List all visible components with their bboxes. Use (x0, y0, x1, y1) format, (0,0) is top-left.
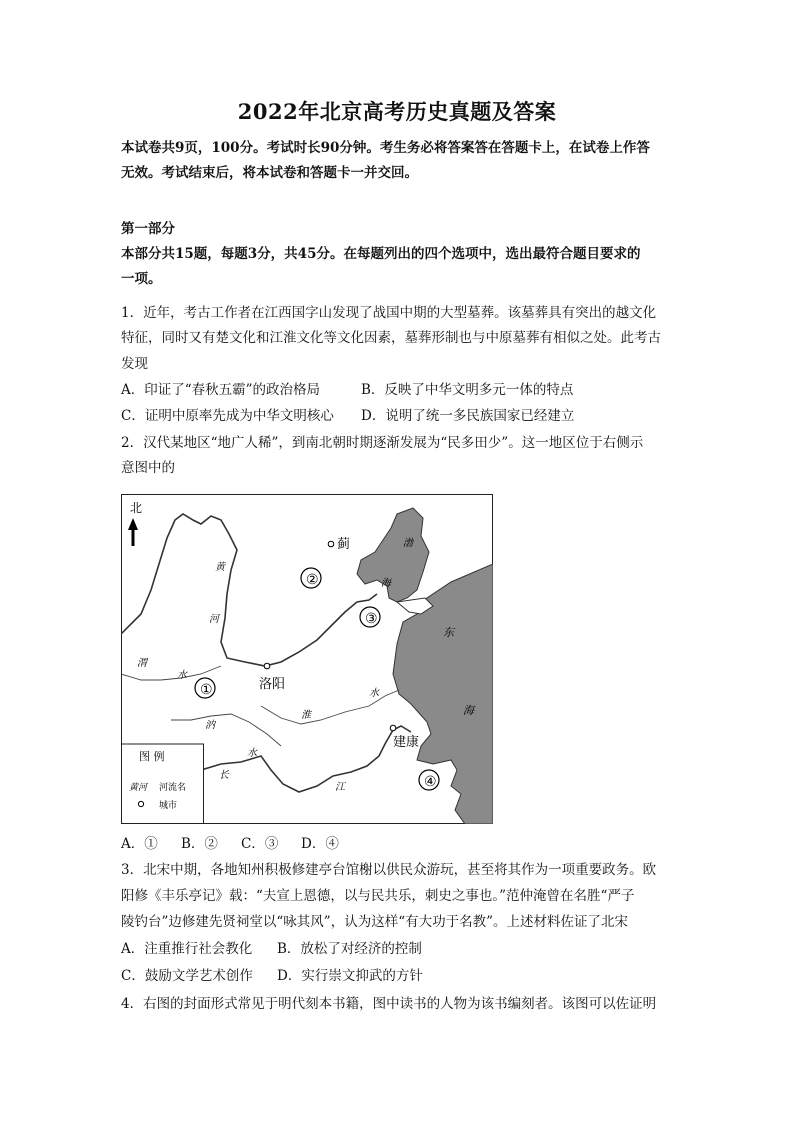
legend-river-sample: 黄河 (129, 783, 148, 793)
marker-1-label: ① (200, 682, 213, 698)
q2-options-row (121, 834, 681, 854)
city-jiankang-icon (390, 725, 396, 731)
river-label-wei-shui: 水 (177, 670, 187, 681)
q1-options-row-2 (121, 406, 681, 426)
q3-option-c[interactable]: C．鼓励文学艺术创作 (121, 968, 253, 984)
q1-option-d[interactable]: D．说明了统一多民族国家已经建立 (361, 408, 575, 424)
legend-city-icon (138, 801, 143, 806)
city-luoyang-icon (264, 663, 270, 669)
q2-option-c[interactable]: C．③ (241, 836, 279, 852)
q3-option-b[interactable]: B．放松了对经济的控制 (277, 941, 422, 957)
intro-line-2: 无效。考试结束后，将本试卷和答题卡一并交回。 (121, 165, 418, 181)
sea-label-dong: 东 (443, 626, 454, 639)
q3-stem-line-3: 陵钓台”边修建先贤祠堂以“咏其风”，认为这样“有大功于名教”。上述材料佐证了北宋 (121, 914, 629, 930)
city-ji-icon (328, 541, 334, 547)
city-ji-label: 蓟 (337, 537, 351, 552)
river-label-huang: 黄 (215, 562, 225, 573)
north-label: 北 (130, 501, 143, 515)
river-label-chang: 长 (219, 770, 229, 781)
q2-stem-line-2: 意图中的 (121, 460, 175, 476)
q1-stem-line-3: 发现 (121, 356, 148, 372)
legend-river-label: 河流名 (159, 783, 187, 793)
q3-option-d[interactable]: D．实行崇文抑武的方针 (277, 968, 423, 984)
q1-stem-line-2: 特征，同时又有楚文化和江淮文化等文化因素，墓葬形制也与中原墓葬有相似之处。此考古 (121, 330, 661, 346)
map-legend (122, 744, 204, 824)
intro-line-1: 本试卷共9页，100分。考试时长90分钟。考生务必将答案答在答题卡上，在试卷上作答 (121, 140, 650, 156)
q1-stem-line-1: 1．近年，考古工作者在江西国字山发现了战国中期的大型墓葬。该墓葬具有突出的越文化 (121, 305, 657, 321)
q3-stem-line-1: 3．北宋中期，各地知州积极修建亭台馆榭以供民众游玩，甚至将其作为一项重要政务。欧 (121, 862, 657, 878)
q1-options-row-1 (121, 380, 681, 400)
q2-option-b[interactable]: B．② (181, 836, 218, 852)
historical-map (121, 494, 493, 824)
q3-stem-line-2: 阳修《丰乐亭记》载：“夫宣上恩德，以与民共乐，刺史之事也。”范仲淹曾在名胜“严子 (121, 888, 635, 904)
city-luoyang-label: 洛阳 (259, 677, 286, 692)
river-label-huai-shui: 水 (369, 688, 379, 699)
q3-options-row-2 (121, 966, 681, 986)
q1-option-b[interactable]: B．反映了中华文明多元一体的特点 (361, 382, 574, 398)
q3-options-row-1 (121, 939, 681, 959)
q2-stem-line-1: 2．汉代某地区“地广人稀”，到南北朝时期逐渐发展为“民多田少”。这一地区位于右侧示 (121, 435, 644, 451)
part-desc-line-2: 一项。 (121, 271, 162, 287)
sea-label-bo: 渤 (403, 538, 413, 549)
q2-option-d[interactable]: D．④ (301, 836, 339, 852)
city-jiankang-label: 建康 (393, 735, 420, 750)
q2-option-a[interactable]: A．① (121, 836, 158, 852)
q3-option-a[interactable]: A．注重推行社会教化 (121, 941, 253, 957)
river-label-jiang: 江 (335, 782, 345, 793)
river-label-he: 河 (209, 614, 219, 625)
part-title: 第一部分 (121, 221, 175, 237)
marker-4-label: ④ (424, 774, 437, 790)
legend-title: 图 例 (139, 750, 165, 763)
river-label-ru-shui: 水 (247, 748, 257, 759)
sea-label-hai-2: 海 (463, 704, 474, 717)
river-label-wei: 渭 (137, 658, 147, 669)
legend-city-label: 城市 (159, 801, 178, 811)
paper-title: 2022年北京高考历史真题及答案 (237, 99, 557, 124)
part-desc-line-1: 本部分共15题，每题3分，共45分。在每题列出的四个选项中，选出最符合题目要求的 (121, 246, 641, 262)
river-label-huai: 淮 (301, 710, 311, 721)
river-label-ru: 汭 (205, 720, 215, 731)
q1-option-c[interactable]: C．证明中原率先成为中华文明核心 (121, 408, 334, 424)
marker-2-label: ② (306, 572, 319, 588)
marker-3-label: ③ (365, 611, 378, 627)
q4-stem-line-1: 4．右图的封面形式常见于明代刻本书籍，图中读书的人物为该书编刻者。该图可以佐证明 (121, 996, 657, 1012)
sea-label-hai-1: 海 (381, 578, 391, 589)
q1-option-a[interactable]: A．印证了“春秋五霸”的政治格局 (121, 382, 321, 398)
